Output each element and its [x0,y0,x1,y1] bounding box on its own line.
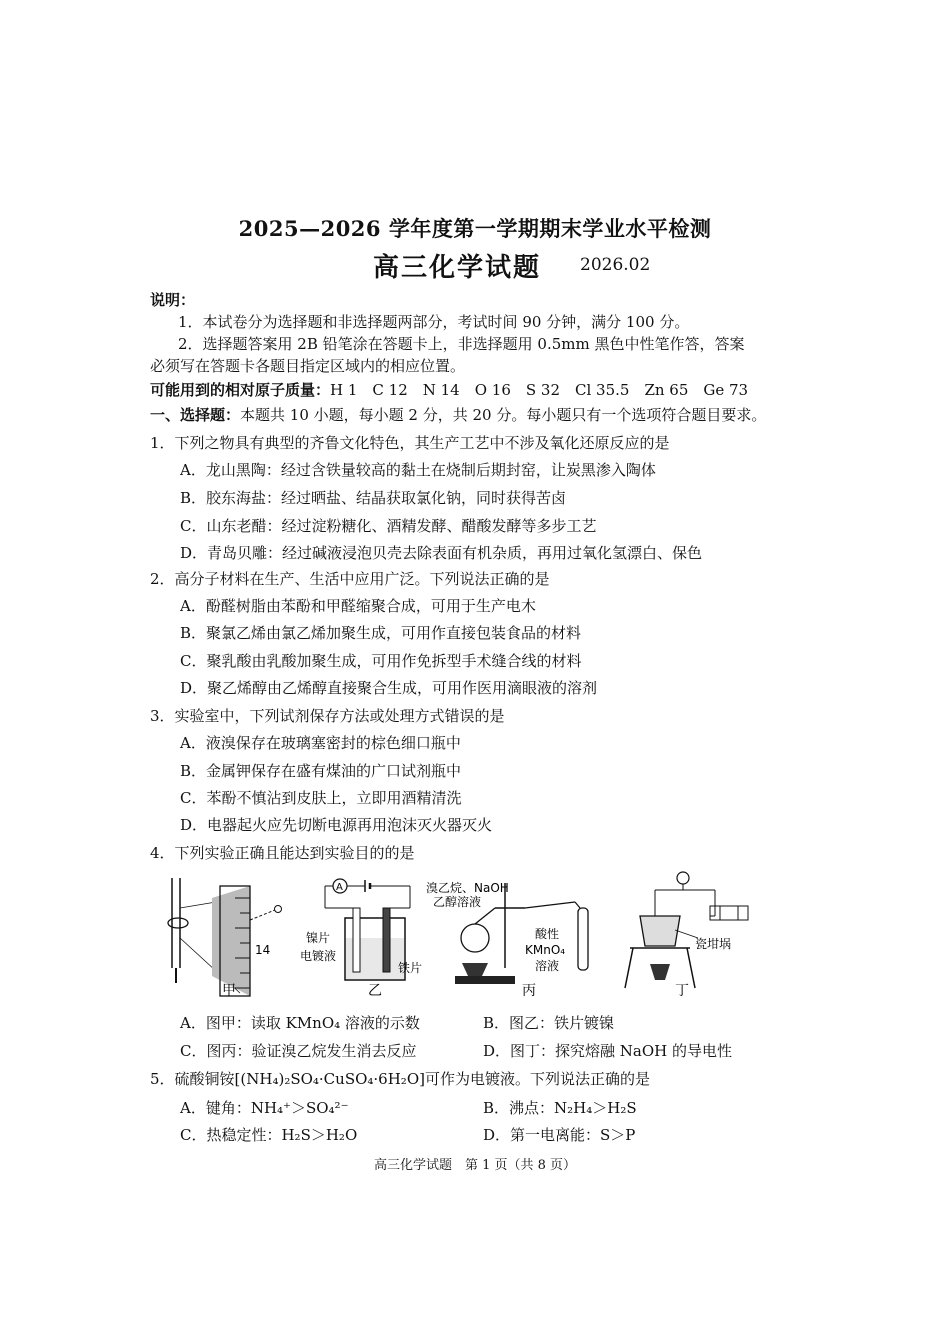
solution-label: 溶液 [535,959,560,973]
reagent-label-1: 溴乙烷、NaOH [426,881,509,895]
q5-option-a: A．键角：NH₄⁺＞SO₄²⁻ [180,1099,349,1117]
subject-row [0,247,950,281]
section-1-desc: 本题共 10 小题，每小题 2 分，共 20 分。每小题只有一个选项符合题目要求。 [240,406,767,424]
plating-bath-label: 电镀液 [300,949,337,963]
q1-stem: 1．下列之物具有典型的齐鲁文化特色，其生产工艺中不涉及氧化还原反应的是 [150,434,670,452]
atomic-masses-values: H 1 C 12 N 14 O 16 S 32 Cl 35.5 Zn 65 Ge 73 [330,381,749,399]
instructions-label: 说明： [150,291,196,309]
q5-stem: 5．硫酸铜铵[(NH₄)₂SO₄·CuSO₄·6H₂O]可作为电镀液。下列说法正确的是 [150,1070,650,1088]
q3-option-d: D．电器起火应先切断电源再用泡沫灭火器灭火 [180,816,493,834]
nickel-plate-label: 镍片 [306,931,331,945]
q4-option-a: A．图甲：读取 KMnO₄ 溶液的示数 [180,1014,420,1032]
electroplating-diagram [300,879,422,999]
q1-option-b: B．胶东海盐：经过晒盐、结晶获取氯化钠，同时获得苦卤 [180,489,567,507]
q1-option-a: A．龙山黑陶：经过含铁量较高的黏土在烧制后期封窑，让炭黑渗入陶体 [180,461,656,479]
instruction-1: 1．本试卷分为选择题和非选择题两部分，考试时间 90 分钟，满分 100 分。 [178,313,690,331]
instruction-2: 2．选择题答案用 2B 铅笔涂在答题卡上，非选择题用 0.5mm 黑色中性笔作答，答案 [178,335,745,353]
section-1-header [150,405,766,425]
q3-option-c: C．苯酚不慎沾到皮肤上，立即用酒精清洗 [180,789,462,807]
q2-option-b: B．聚氯乙烯由氯乙烯加聚生成，可用作直接包装食品的材料 [180,624,582,642]
q2-option-a: A．酚醛树脂由苯酚和甲醛缩聚合成，可用于生产电木 [180,597,536,615]
burette-reading-label: 14 [255,943,271,957]
fig-ding-label: 丁 [675,983,689,999]
fig-jia-label: 甲 [222,983,236,999]
page-footer: 高三化学试题 第 1 页（共 8 页） [373,1158,577,1173]
iron-plate-label: 铁片 [398,961,423,975]
subject-title: 高三化学试题 [373,253,542,283]
fig-yi-label: 乙 [368,983,382,999]
section-1-title: 一、选择题： [150,406,241,424]
q5-option-d: D．第一电离能：S＞P [483,1126,636,1144]
atomic-masses-label: 可能用到的相对原子质量： [150,381,331,399]
acidic-label: 酸性 [535,927,560,941]
q4-apparatus-figure [150,868,790,1008]
exam-date: 2026.02 [580,255,651,275]
exam-title: 2025—2026 学年度第一学期期末学业水平检测 [238,216,712,241]
q2-option-c: C．聚乳酸由乳酸加聚生成，可用作免拆型手术缝合线的材料 [180,652,582,670]
burette-diagram [168,878,282,999]
reagent-label-2: 乙醇溶液 [433,895,482,909]
instruction-2-cont: 必须写在答题卡各题目指定区域内的相应位置。 [150,357,466,375]
atomic-masses [150,380,748,400]
crucible-label: 瓷坩埚 [695,937,732,951]
kmno4-label: KMnO₄ [525,943,566,957]
q5-option-b: B．沸点：N₂H₄＞H₂S [483,1099,637,1117]
q2-stem: 2．高分子材料在生产、生活中应用广泛。下列说法正确的是 [150,570,550,588]
q1-option-c: C．山东老醋：经过淀粉糖化、酒精发酵、醋酸发酵等多步工艺 [180,517,597,535]
conductivity-diagram [625,872,748,999]
q2-option-d: D．聚乙烯醇由乙烯醇直接聚合生成，可用作医用滴眼液的溶剂 [180,679,598,697]
ammeter-label: A [336,882,343,893]
q4-stem: 4．下列实验正确且能达到实验目的的是 [150,844,415,862]
q5-option-c: C．热稳定性：H₂S＞H₂O [180,1126,358,1144]
q4-option-b: B．图乙：铁片镀镍 [483,1014,615,1032]
q4-option-d: D．图丁：探究熔融 NaOH 的导电性 [483,1042,733,1060]
q3-option-a: A．液溴保存在玻璃塞密封的棕色细口瓶中 [180,734,461,752]
q3-stem: 3．实验室中，下列试剂保存方法或处理方式错误的是 [150,707,505,725]
fig-bing-label: 丙 [522,983,536,999]
elimination-diagram [426,880,588,999]
q1-option-d: D．青岛贝雕：经过碱液浸泡贝壳去除表面有机杂质，再用过氧化氢漂白、保色 [180,544,703,562]
q3-option-b: B．金属钾保存在盛有煤油的广口试剂瓶中 [180,762,462,780]
q4-option-c: C．图丙：验证溴乙烷发生消去反应 [180,1042,417,1060]
